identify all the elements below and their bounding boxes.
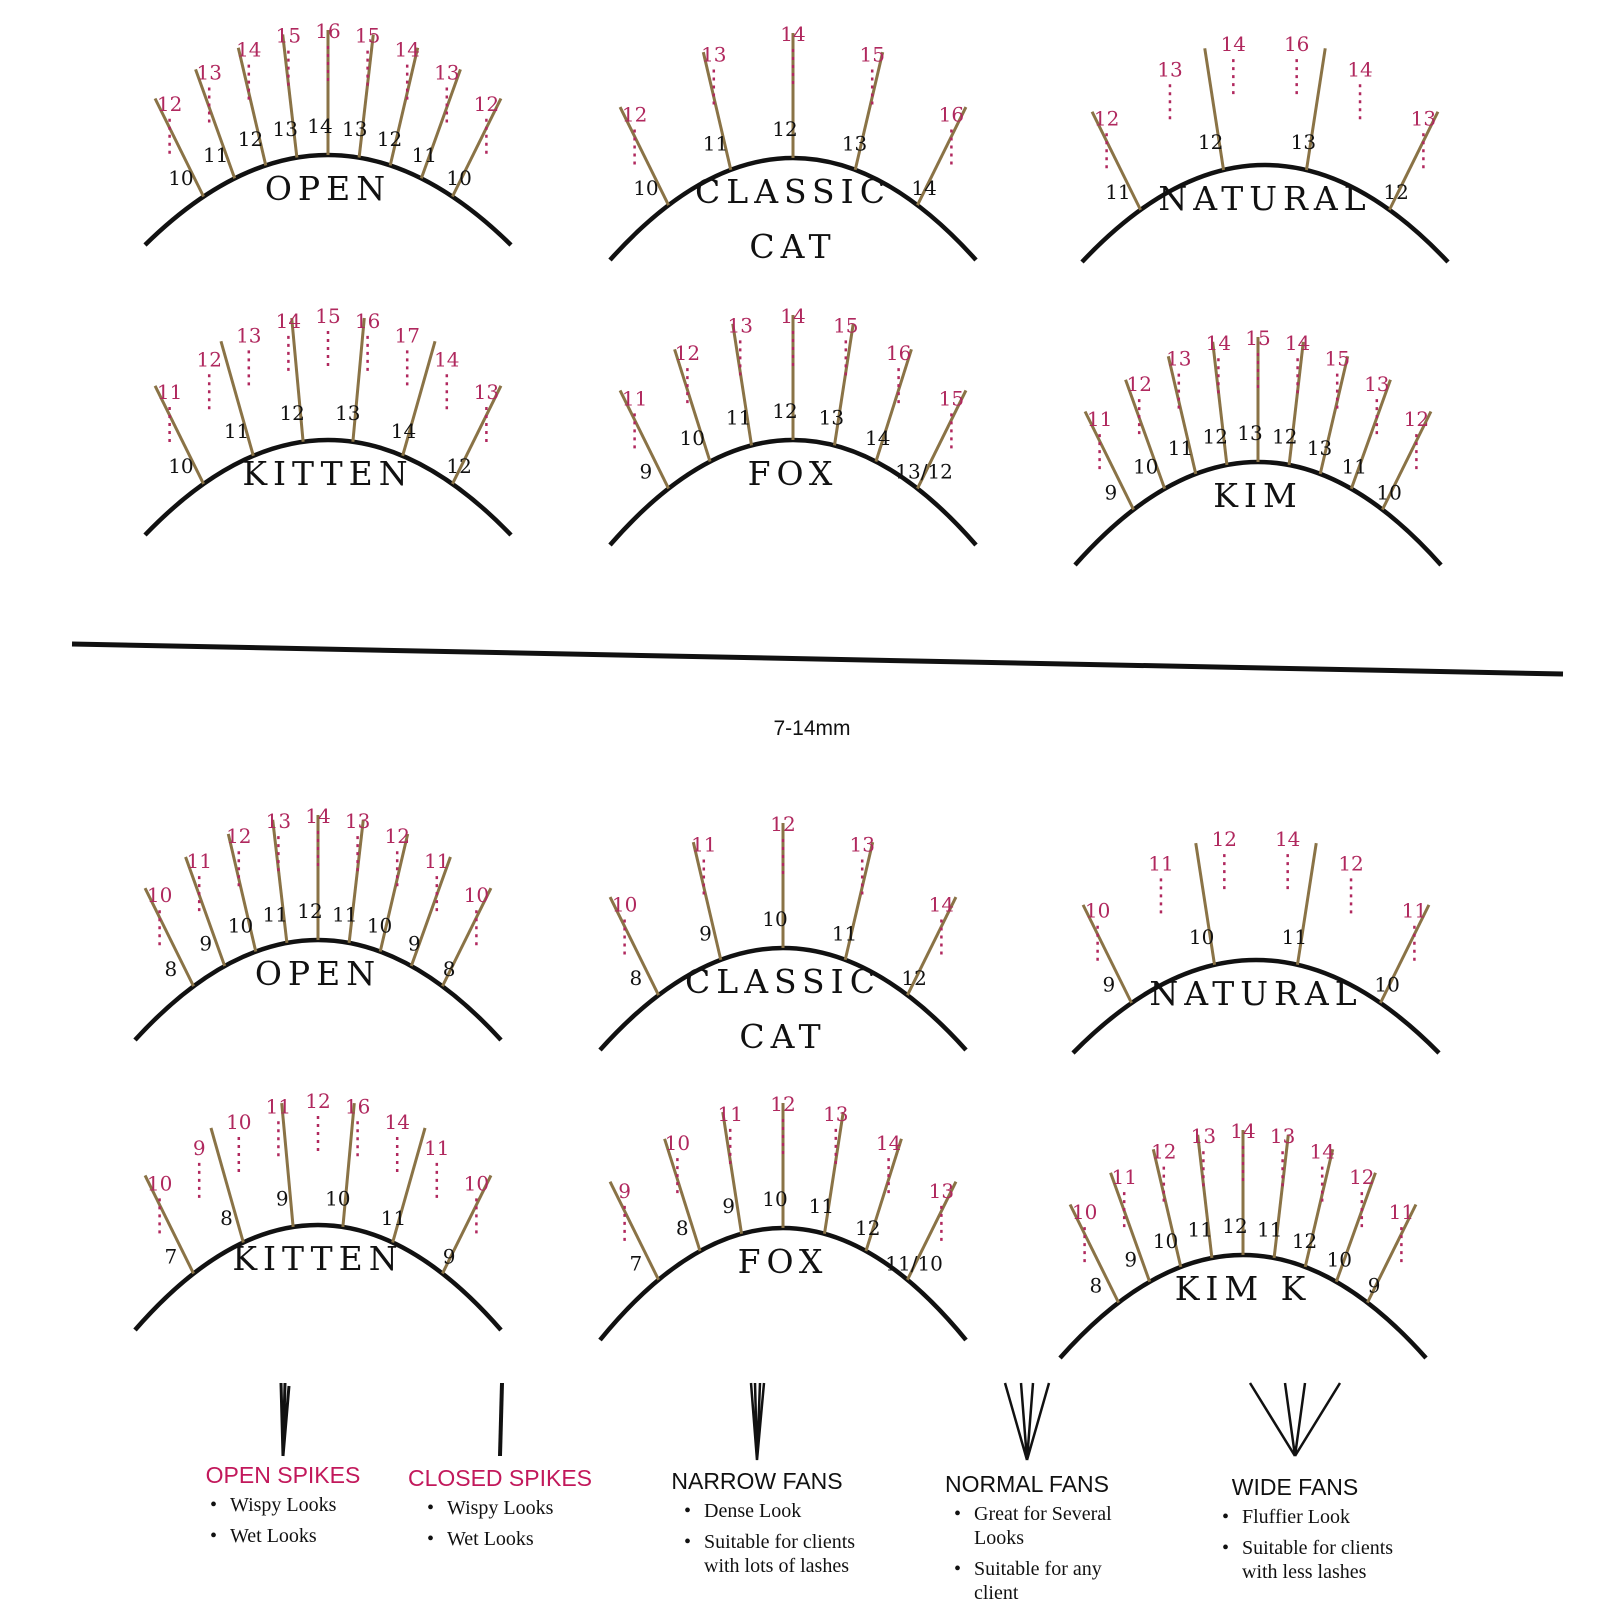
- lash-length-label: 11: [380, 1205, 407, 1230]
- style-name-label: CLASSIC: [695, 172, 891, 211]
- fan-type-title: NARROW FANS: [671, 1468, 843, 1494]
- top-chart-3: [145, 304, 511, 535]
- lash-length-label: 12: [1291, 1228, 1318, 1253]
- target-length-label: 13: [434, 60, 460, 85]
- target-length-label: 14: [928, 892, 955, 917]
- target-length-label: 12: [1126, 372, 1152, 397]
- target-length-label: 11: [186, 849, 212, 874]
- lash-length-label: 12: [237, 126, 264, 151]
- target-length-label: 14: [780, 304, 806, 328]
- target-length-label: 12: [674, 341, 701, 366]
- lash-length-label: 10: [168, 165, 194, 190]
- target-length-label: 12: [770, 1092, 796, 1116]
- top-chart-4: [610, 304, 976, 545]
- target-length-label: 13: [1410, 106, 1437, 131]
- lash-length-label: 12: [854, 1215, 881, 1240]
- fan-type-title: CLOSED SPIKES: [407, 1465, 593, 1491]
- lash-length-label: 9: [1104, 480, 1118, 505]
- lash-length-label: 10: [1374, 972, 1400, 997]
- top-chart-5: [1075, 326, 1441, 565]
- lash-length-label: 11: [202, 143, 229, 168]
- target-length-label: 12: [1151, 1139, 1177, 1164]
- target-length-label: 12: [473, 91, 500, 116]
- target-length-label: 13: [344, 809, 371, 834]
- target-length-label: 13: [1157, 57, 1183, 82]
- lash-length-label: 11: [702, 131, 729, 156]
- lash-length-label: 13: [335, 401, 361, 426]
- target-length-label: 12: [226, 824, 252, 849]
- lash-length-label: 12: [1272, 424, 1298, 449]
- target-length-label: 13: [701, 42, 727, 67]
- lash-length-label: 12: [1383, 180, 1409, 205]
- target-length-label: 11: [424, 1135, 450, 1160]
- lash-length-label: 12: [376, 126, 403, 151]
- lash-length-label: 11: [1257, 1217, 1283, 1242]
- target-length-label: 14: [1205, 331, 1232, 356]
- target-length-label: 14: [384, 1110, 410, 1135]
- target-length-label: 11: [265, 1094, 292, 1119]
- target-length-label: 12: [1338, 851, 1364, 876]
- fan-type-title: NORMAL FANS: [944, 1471, 1109, 1497]
- lash-length-label: 8: [220, 1205, 233, 1230]
- bullet-item: • Suitable for clients with less lashes: [1220, 1536, 1405, 1584]
- lash-length-label: 11: [831, 921, 858, 946]
- target-length-label: 11: [156, 380, 183, 405]
- lash-length-label: 9: [639, 459, 653, 484]
- fan-type-bullets: [208, 1493, 393, 1555]
- lash-length-label: 9: [722, 1194, 736, 1219]
- target-length-label: 14: [1284, 331, 1311, 356]
- target-length-label: 14: [236, 37, 262, 62]
- lash-length-label: 10: [633, 175, 659, 200]
- target-length-label: 14: [434, 347, 460, 372]
- target-length-label: 14: [1309, 1139, 1335, 1164]
- lash-length-label: 10: [762, 907, 788, 931]
- lash-length-label: 8: [164, 956, 178, 981]
- lash-length-label: 10: [1326, 1247, 1353, 1272]
- bottom-chart-1: [600, 812, 966, 1056]
- lash-length-label: 8: [675, 1215, 689, 1240]
- target-length-label: 11: [1148, 851, 1174, 876]
- style-name-label: NATURAL: [1149, 974, 1363, 1013]
- target-length-label: 14: [394, 37, 420, 62]
- lash-length-label: 12: [446, 453, 472, 478]
- lash-length-label: 13: [1290, 130, 1317, 155]
- target-length-label: 10: [463, 1171, 490, 1196]
- lash-length-label: 13: [272, 117, 298, 142]
- lash-length-label: 10: [227, 913, 254, 938]
- target-length-label: 14: [305, 804, 331, 828]
- lash-length-label: 9: [407, 931, 421, 956]
- target-length-label: 13: [823, 1101, 849, 1126]
- bullet-item: • Great for Several Looks: [952, 1502, 1137, 1550]
- target-length-label: 14: [1220, 32, 1247, 57]
- target-length-label: 11: [621, 386, 648, 411]
- target-length-label: 13: [1190, 1124, 1217, 1149]
- target-length-label: 14: [1230, 1119, 1256, 1143]
- wide-fan-icon: [1245, 1378, 1345, 1462]
- style-name-label: OPEN: [264, 169, 392, 208]
- lash-length-label: 10: [1188, 924, 1215, 949]
- lash-length-label: 11: [808, 1194, 835, 1219]
- target-length-label: 15: [938, 386, 965, 411]
- bottom-chart-4: [600, 1092, 966, 1340]
- style-name-label: KIM: [1213, 476, 1303, 515]
- lash-length-label: 9: [442, 1244, 456, 1269]
- lash-length-label: 8: [629, 965, 643, 990]
- lash-length-label: 7: [629, 1251, 643, 1276]
- target-length-label: 12: [1403, 407, 1430, 432]
- lash-length-label: 12: [1222, 1214, 1248, 1238]
- target-length-label: 14: [1274, 827, 1301, 852]
- lash-length-label: 7: [164, 1244, 178, 1269]
- target-length-label: 13: [265, 809, 292, 834]
- target-length-label: 10: [146, 1171, 173, 1196]
- closed-spike-icon: [480, 1378, 520, 1462]
- lash-length-label: 9: [1367, 1273, 1381, 1298]
- target-length-label: 11: [691, 832, 717, 857]
- bottom-chart-2: [1073, 827, 1439, 1053]
- style-name-label: OPEN: [254, 954, 382, 993]
- lash-length-label: 10: [366, 913, 393, 938]
- style-name-label: FOX: [737, 1242, 829, 1281]
- style-name-label: FOX: [747, 454, 839, 493]
- lash-style-charts: [135, 19, 1448, 1358]
- lash-length-label: 13: [841, 131, 868, 156]
- target-length-label: 15: [833, 313, 859, 338]
- lash-length-label: 14: [911, 175, 937, 200]
- top-chart-1: [610, 22, 976, 266]
- target-length-label: 13: [473, 380, 500, 405]
- bullet-item: • Dense Look: [682, 1499, 867, 1523]
- lash-length-label: 13: [818, 405, 845, 430]
- target-length-label: 15: [354, 23, 381, 48]
- fan-type-bullets: [1220, 1505, 1405, 1591]
- bullet-item: • Fluffier Look: [1220, 1505, 1405, 1529]
- lash-length-label: 10: [762, 1187, 788, 1211]
- bullet-item: • Wispy Looks: [208, 1493, 393, 1517]
- target-length-label: 14: [875, 1131, 902, 1156]
- target-length-label: 9: [192, 1135, 206, 1160]
- lash-length-label: 13/12: [895, 459, 953, 484]
- lash-length-label: 9: [1102, 972, 1116, 997]
- narrow-fan-icon: [737, 1378, 777, 1467]
- fan-type-title: WIDE FANS: [1231, 1474, 1359, 1500]
- target-length-label: 10: [146, 883, 173, 908]
- target-length-label: 13: [1269, 1124, 1296, 1149]
- target-length-label: 13: [236, 323, 262, 348]
- lash-length-label: 11: [411, 143, 438, 168]
- target-length-label: 16: [354, 308, 381, 333]
- target-length-label: 12: [1093, 106, 1120, 131]
- lash-length-label: 12: [279, 401, 305, 426]
- target-length-label: 10: [1084, 898, 1111, 923]
- target-length-label: 15: [1245, 326, 1271, 350]
- bottom-chart-3: [135, 1089, 501, 1330]
- top-chart-0: [145, 19, 511, 245]
- lash-length-label: 12: [1202, 424, 1228, 449]
- target-length-label: 15: [315, 304, 341, 328]
- open-spike-icon: [263, 1378, 303, 1462]
- lash-length-label: 8: [1089, 1273, 1103, 1298]
- top-chart-2: [1082, 32, 1448, 262]
- target-length-label: 11: [1086, 407, 1113, 432]
- lash-length-label: 11: [223, 418, 250, 443]
- target-length-label: 12: [384, 824, 410, 849]
- lash-length-label: 13: [342, 117, 368, 142]
- target-length-label: 16: [885, 341, 912, 366]
- lash-length-label: 11: [1167, 435, 1194, 460]
- lash-length-label: 12: [297, 899, 323, 923]
- lash-length-label: 13: [1306, 435, 1333, 460]
- bullet-item: • Wispy Looks: [425, 1496, 610, 1520]
- lash-length-label: 10: [1152, 1228, 1179, 1253]
- lash-length-label: 10: [1376, 480, 1402, 505]
- lash-length-label: 11: [725, 405, 752, 430]
- bottom-chart-0: [135, 804, 501, 1040]
- lash-length-label: 12: [772, 117, 798, 141]
- target-length-label: 13: [1166, 346, 1192, 371]
- target-length-label: 11: [1111, 1165, 1137, 1190]
- lash-length-label: 11: [262, 902, 288, 927]
- target-length-label: 12: [156, 91, 183, 116]
- target-length-label: 14: [780, 22, 806, 46]
- target-length-label: 11: [424, 849, 450, 874]
- target-length-label: 13: [1364, 372, 1390, 397]
- lash-length-label: 10: [168, 453, 194, 478]
- bullet-item: • Wet Looks: [208, 1524, 393, 1548]
- style-name-label: NATURAL: [1158, 179, 1372, 218]
- target-length-label: 12: [1349, 1165, 1375, 1190]
- target-length-label: 10: [463, 883, 490, 908]
- lash-length-label: 11: [332, 902, 358, 927]
- target-length-label: 15: [1324, 346, 1350, 371]
- lash-length-label: 8: [442, 956, 456, 981]
- lash-length-label: 12: [772, 399, 798, 423]
- target-length-label: 13: [849, 832, 875, 857]
- target-length-label: 13: [196, 60, 222, 85]
- bottom-chart-5: [1060, 1119, 1426, 1358]
- lash-length-label: 11: [1341, 454, 1368, 479]
- target-length-label: 11: [717, 1101, 743, 1126]
- target-length-label: 16: [1283, 32, 1310, 57]
- target-length-label: 11: [1401, 898, 1428, 923]
- bullet-item: • Suitable for any client: [952, 1557, 1137, 1605]
- normal-fan-icon: [997, 1378, 1057, 1467]
- bullet-item: • Suitable for clients with lots of lashes: [682, 1530, 867, 1578]
- lash-length-label: 10: [1132, 454, 1159, 479]
- fan-type-bullets: [682, 1499, 867, 1585]
- target-length-label: 15: [859, 42, 885, 67]
- style-name-label: CAT: [739, 1017, 827, 1056]
- fan-type-bullets: [952, 1502, 1137, 1612]
- target-length-label: 10: [611, 892, 638, 917]
- bullet-item: • Wet Looks: [425, 1527, 610, 1551]
- target-length-label: 16: [315, 19, 341, 43]
- lash-length-label: 12: [901, 965, 927, 990]
- style-name-label: CAT: [749, 227, 837, 266]
- target-length-label: 12: [196, 347, 222, 372]
- target-length-label: 13: [928, 1178, 955, 1203]
- target-length-label: 12: [770, 812, 796, 836]
- lash-length-label: 10: [446, 165, 472, 190]
- fan-type-title: OPEN SPIKES: [205, 1462, 361, 1488]
- target-length-label: 11: [1388, 1200, 1415, 1225]
- target-length-label: 14: [275, 308, 302, 333]
- lash-length-label: 10: [325, 1186, 351, 1211]
- lash-length-label: 9: [1124, 1247, 1138, 1272]
- target-length-label: 16: [344, 1094, 371, 1119]
- target-length-label: 15: [275, 23, 302, 48]
- target-length-label: 10: [664, 1131, 691, 1156]
- lash-length-label: 11: [1105, 180, 1131, 205]
- target-length-label: 16: [938, 102, 965, 127]
- target-length-label: 17: [394, 323, 420, 348]
- target-length-label: 12: [1211, 827, 1238, 852]
- lash-length-label: 9: [275, 1186, 289, 1211]
- target-length-label: 13: [727, 313, 753, 338]
- lash-length-label: 13: [1237, 421, 1263, 445]
- style-name-label: KIM K: [1174, 1269, 1312, 1308]
- fan-type-bullets: [425, 1496, 610, 1558]
- lash-length-label: 14: [864, 425, 891, 450]
- lash-length-label: 9: [199, 931, 213, 956]
- lash-length-label: 12: [1197, 130, 1224, 155]
- lash-length-label: 14: [307, 114, 333, 138]
- target-length-label: 10: [1071, 1200, 1098, 1225]
- section-length-label: 7-14mm: [773, 717, 851, 740]
- lash-length-label: 9: [699, 921, 712, 946]
- target-length-label: 12: [621, 102, 648, 127]
- target-length-label: 9: [618, 1178, 631, 1203]
- target-length-label: 14: [1347, 57, 1373, 82]
- lash-length-label: 11: [1187, 1217, 1213, 1242]
- lash-length-label: 11: [1281, 924, 1308, 949]
- lash-length-label: 10: [679, 425, 706, 450]
- style-name-label: CLASSIC: [685, 962, 881, 1001]
- section-divider: [72, 644, 1563, 674]
- style-name-label: KITTEN: [232, 1239, 404, 1278]
- target-length-label: 12: [305, 1089, 331, 1113]
- lash-length-label: 11/10: [885, 1251, 943, 1276]
- target-length-label: 10: [226, 1110, 252, 1135]
- style-name-label: KITTEN: [242, 454, 414, 493]
- lash-length-label: 14: [390, 418, 417, 443]
